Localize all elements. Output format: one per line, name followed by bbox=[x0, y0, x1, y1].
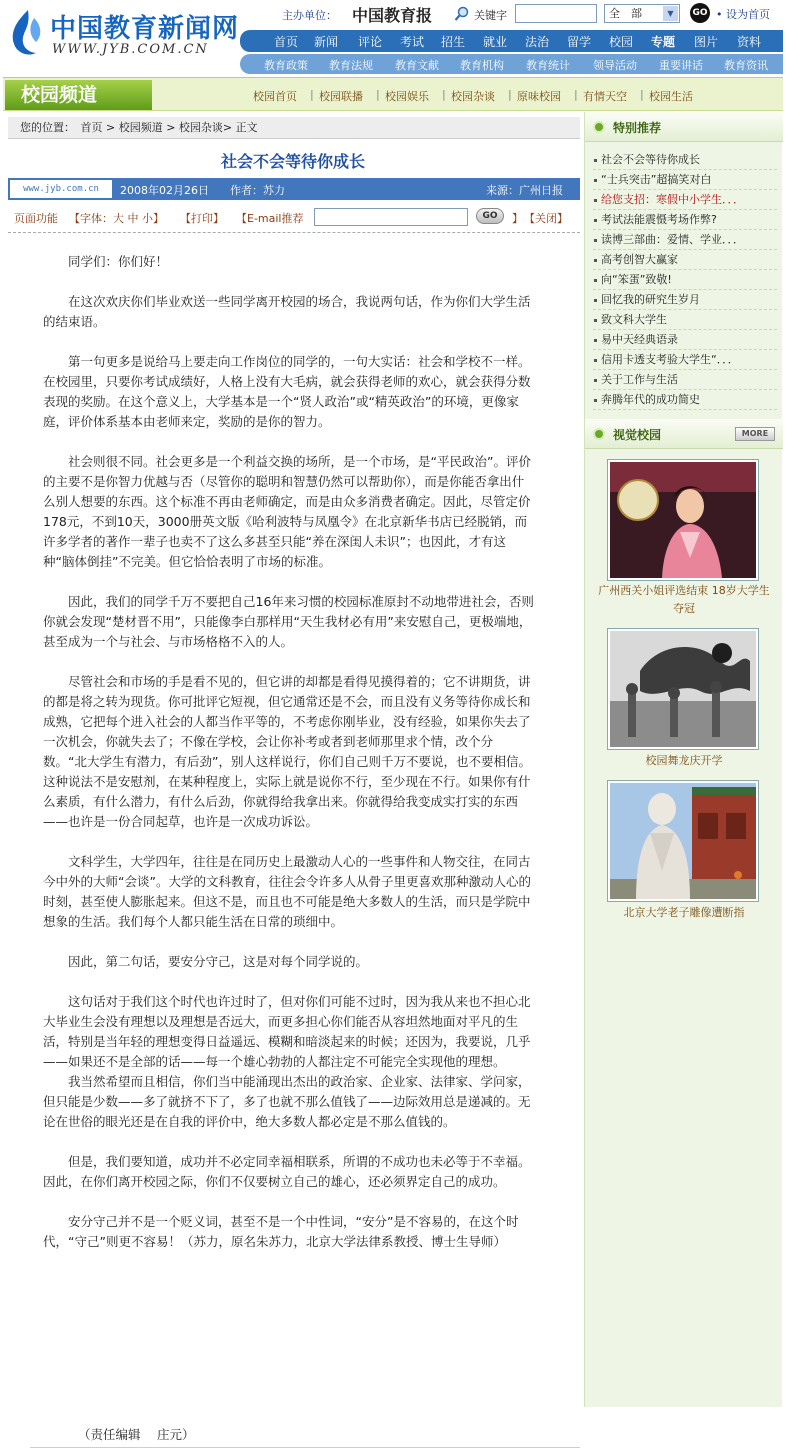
visual-header bbox=[585, 419, 783, 449]
email-input[interactable] bbox=[314, 208, 468, 226]
paragraph: 这句话对于我们这个时代也许过时了，但对你们可能不过时，因为我从来也不担心北大毕业生会没有理想以及理想是否远大，而更多担心你们能否从容坦然地面对平凡的生活，特别是当年轻的理想变得日益遥远、模糊和暗淡起来的时候；还因为，我要说，几乎——如果还不是全部的话——每一个雄心勃勃的人都注定不可能完全实现他的理想。 bbox=[43, 994, 531, 1069]
subnav-statistics[interactable]: 教育统计 bbox=[526, 59, 570, 72]
article-date: 2008年02月26日 bbox=[120, 184, 209, 197]
page-function-label: 页面功能 bbox=[14, 212, 58, 225]
subnav-documents[interactable]: 教育文献 bbox=[395, 59, 439, 72]
nav-comment[interactable]: 评论 bbox=[358, 35, 383, 49]
email-recommend-label: 【E-mail推荐 bbox=[236, 212, 304, 225]
scope-select-value: 全 部 bbox=[609, 7, 642, 20]
paragraph: 但是，我们要知道，成功并不必定同幸福相联系，所谓的不成功也未必等于不幸福。因此，在你们离开校园之际，你们不仅要树立自己的雄心，还必须界定自己的成功。 bbox=[43, 1154, 531, 1189]
nav-employment[interactable]: 就业 bbox=[483, 35, 508, 49]
site-tag: www.jyb.com.cn bbox=[10, 180, 112, 198]
paragraph: 社会则很不同。社会更多是一个利益交换的场所，是一个市场，是“平民政治”。评价的主要不是你智力优越与否（尽管你的聪明和智慧仍然可以帮助你），而是你能否拿出什么别人想要的东西。这个标准不再由老师确定，而是由众多消费者确定。因此，尽管定价178元，不到10天，3000册英文版《哈利波特与凤凰令》在北京新华书店已经脱销，而许多学者的著作一辈子也卖不了这么多甚至只能“养在深闺人未识”；也因此，才有这种“脑体倒挂”不完美。但它恰恰表明了市场的标准。 bbox=[43, 454, 531, 569]
print-button[interactable]: 【打印】 bbox=[180, 212, 224, 225]
paragraph: 安分守己并不是一个贬义词，甚至不是一个中性词，“安分”是不容易的，在这个时代，“守己”则更不容易！（苏力，原名朱苏力，北京大学法律系教授、博士生导师） bbox=[43, 1214, 519, 1249]
paragraph: 文科学生，大学四年，往往是在同历史上最激动人心的一些事件和人物交往，在同古今中外的大师“会谈”。大学的文科教育，往往会令许多人从骨子里更喜欢那种激动人心的时刻，甚至使人膨胀起来。但这不是，而且也不可能是绝大多数人的生活，而只是学院中想象的生活。我们每个人都只能生活在日常的琐细中。 bbox=[43, 854, 531, 929]
recommend-item[interactable]: 读博三部曲：爱情、学业．．． bbox=[593, 230, 777, 250]
bullet-circle-icon bbox=[593, 121, 605, 133]
subnav-leader-activity[interactable]: 领导活动 bbox=[593, 59, 637, 72]
recommend-item[interactable]: 奔腾年代的成功简史 bbox=[593, 390, 777, 410]
channel-link-talk[interactable]: 校园杂谈 bbox=[451, 90, 495, 103]
search-go-button[interactable]: GO bbox=[690, 3, 710, 23]
channel-link-home[interactable]: 校园首页 bbox=[253, 90, 297, 103]
sponsor-label: 主办单位： bbox=[282, 9, 337, 22]
divider bbox=[8, 232, 580, 233]
recommend-item[interactable]: 给您支招：寒假中小学生．．． bbox=[593, 190, 777, 210]
recommend-item[interactable]: 易中天经典语录 bbox=[593, 330, 777, 350]
article-source: 来源：广州日报 bbox=[486, 184, 563, 197]
photo-thumbnail[interactable] bbox=[607, 459, 759, 581]
site-header bbox=[0, 0, 786, 78]
paragraph: 我当然希望而且相信，你们当中能涌现出杰出的政治家、企业家、法律家、学问家，但只能是少数——多了就挤不下了，多了也就不那么值钱了——边际效用总是递减的。无论在世俗的眼光还是在自我的评价中，绝大多数人都必定是不那么值钱的。 bbox=[43, 1074, 531, 1129]
nav-campus[interactable]: 校园 bbox=[609, 35, 634, 49]
logo-flame-icon bbox=[8, 8, 46, 58]
paragraph: 在这次欢庆你们毕业欢送一些同学离开校园的场合，我说两句话，作为你们大学生活的结束语。 bbox=[43, 294, 531, 329]
nav-data[interactable]: 资料 bbox=[737, 35, 762, 49]
article-toolbar bbox=[14, 206, 580, 228]
keyword-label: 关键字 bbox=[474, 9, 507, 22]
site-logo-url: WWW.JYB.COM.CN bbox=[52, 42, 209, 57]
channel-bar: 校园频道 校园首页 | 校园联播 | 校园娱乐 | 校园杂谈 | 原味校园 | 有情天空 | 校园生活 bbox=[3, 77, 783, 111]
paragraph: 第一句更多是说给马上要走向工作岗位的同学的，一句大实话：社会和学校不一样。在校园里，只要你考试成绩好，人格上没有大毛病，就会获得老师的欢心，就会获得分数表现的奖励。在这个意义上，大学基本是一个“贤人政治”或“精英政治”的环境，更像家庭，评价体系基本由老师来定，奖励的是你的智力。 bbox=[43, 354, 531, 429]
chevron-down-icon: ▼ bbox=[663, 6, 678, 21]
email-go-button[interactable]: GO bbox=[476, 208, 504, 224]
recommend-item[interactable]: 考试法能震慑考场作弊? bbox=[593, 210, 777, 230]
paragraph: 尽管社会和市场的手是看不见的，但它讲的却都是看得见摸得着的；它不讲期货，讲的都是将之转为现货。你可批评它短视，但它通常还是不会，而且没有义务等待你成长和成熟，它把每个进入社会的人都当作平等的，不考虑你刚毕业，没有经验，如果你失去了一次机会，你就失去了；不像在学校，会让你补考或者到老师那里求个情，改个分数。“北大学生有潜力，有后劲”，别人这样说行，你们自己则千万不要说，也不要相信。这种说法不是安慰剂，在某种程度上，实际上就是说你不行，至少现在不行。如果你有什么素质，有什么潜力，有什么后劲，你就得给我拿出来。你就得给我变成实打实的东西——也许是一份合同起草，也许是一次成功诉讼。 bbox=[43, 674, 531, 829]
visual-title: 视觉校园 bbox=[613, 428, 662, 442]
bottom-divider bbox=[30, 1447, 580, 1448]
close-button[interactable]: 【关闭】 bbox=[524, 212, 568, 225]
photo-thumbnail[interactable] bbox=[607, 628, 759, 750]
nav-admission[interactable]: 招生 bbox=[441, 35, 466, 49]
recommend-header bbox=[585, 112, 783, 142]
channel-link-original[interactable]: 原味校园 bbox=[517, 90, 561, 103]
channel-link-entertainment[interactable]: 校园娱乐 bbox=[385, 90, 429, 103]
keyword-input[interactable] bbox=[515, 4, 597, 23]
nav-home[interactable]: 首页 bbox=[274, 35, 299, 49]
set-homepage-link[interactable]: • 设为首页 bbox=[716, 8, 770, 21]
paragraph: 同学们：你们好！ bbox=[68, 254, 169, 269]
responsible-editor: （责任编辑 庄元） bbox=[78, 1427, 195, 1442]
nav-photos[interactable]: 图片 bbox=[694, 35, 719, 49]
article-author: 作者：苏力 bbox=[230, 184, 285, 197]
email-bracket-end: 】 bbox=[512, 212, 523, 225]
recommend-list bbox=[593, 150, 777, 410]
photo-image bbox=[610, 783, 756, 899]
subnav-policy[interactable]: 教育政策 bbox=[264, 59, 308, 72]
article-body bbox=[43, 252, 536, 1272]
subnav-institutions[interactable]: 教育机构 bbox=[460, 59, 504, 72]
nav-news[interactable]: 新闻 bbox=[314, 35, 339, 49]
subnav-regulation[interactable]: 教育法规 bbox=[329, 59, 373, 72]
subnav-info[interactable]: 教育资讯 bbox=[724, 59, 768, 72]
nav-study-abroad[interactable]: 留学 bbox=[567, 35, 592, 49]
recommend-item[interactable]: 向“笨蛋”致敬! bbox=[593, 270, 777, 290]
recommend-title: 特别推荐 bbox=[613, 121, 662, 135]
nav-exam[interactable]: 考试 bbox=[400, 35, 425, 49]
recommend-item[interactable]: 致文科大学生 bbox=[593, 310, 777, 330]
paragraph: 因此，我们的同学千万不要把自己16年来习惯的校园标准原封不动地带进社会，否则你就会发现“楚材晋不用”，只能像李白那样用“天生我材必有用”来安慰自己，更极端地，甚至成为一个与社会、与市场格格不入的人。 bbox=[43, 594, 534, 649]
article-info-bar bbox=[8, 178, 580, 200]
recommend-item[interactable]: 回忆我的研究生岁月 bbox=[593, 290, 777, 310]
recommend-item[interactable]: 高考创智大赢家 bbox=[593, 250, 777, 270]
breadcrumb: 您的位置： 首页 > 校园频道 > 校园杂谈> 正文 bbox=[8, 117, 580, 139]
channel-link-broadcast[interactable]: 校园联播 bbox=[319, 90, 363, 103]
photo-thumbnail[interactable] bbox=[607, 780, 759, 902]
more-button[interactable]: MORE bbox=[735, 427, 775, 441]
recommend-item[interactable]: 信用卡透支考验大学生“．．． bbox=[593, 350, 777, 370]
bullet-circle-icon bbox=[593, 428, 605, 440]
article-title: 社会不会等待你成长 bbox=[220, 152, 365, 171]
photo-image bbox=[610, 462, 756, 578]
nav-special[interactable]: 专题 bbox=[651, 35, 676, 49]
sidebar bbox=[584, 112, 782, 1407]
channel-link-life[interactable]: 校园生活 bbox=[649, 90, 693, 103]
recommend-item[interactable]: “士兵突击”超搞笑对白 bbox=[593, 170, 777, 190]
sponsor-logo[interactable]: 中国教育报 bbox=[352, 6, 433, 25]
channel-title: 校园频道 bbox=[5, 80, 152, 110]
main-nav bbox=[240, 30, 783, 52]
font-size-control[interactable]: 【字体：大 中 小】 bbox=[69, 212, 164, 225]
photo-caption[interactable]: 北京大学老子雕像遭断指 bbox=[623, 906, 745, 919]
scope-select[interactable] bbox=[604, 4, 680, 23]
nav-law[interactable]: 法治 bbox=[525, 35, 550, 49]
subnav-speeches[interactable]: 重要讲话 bbox=[659, 59, 703, 72]
photo-image bbox=[610, 631, 756, 747]
channel-link-sky[interactable]: 有情天空 bbox=[583, 90, 627, 103]
recommend-item[interactable]: 关于工作与生活 bbox=[593, 370, 777, 390]
search-icon bbox=[454, 6, 470, 22]
sub-nav bbox=[240, 54, 783, 74]
paragraph: 因此，第二句话，要安分守己，这是对每个同学说的。 bbox=[68, 954, 369, 969]
photo-caption[interactable]: 广州西关小姐评选结束 18岁大学生夺冠 bbox=[598, 584, 770, 615]
photo-caption[interactable]: 校园舞龙庆开学 bbox=[645, 754, 723, 767]
recommend-item[interactable]: 社会不会等待你成长 bbox=[593, 150, 777, 170]
site-logo-text[interactable]: 中国教育新闻网 bbox=[50, 14, 240, 44]
